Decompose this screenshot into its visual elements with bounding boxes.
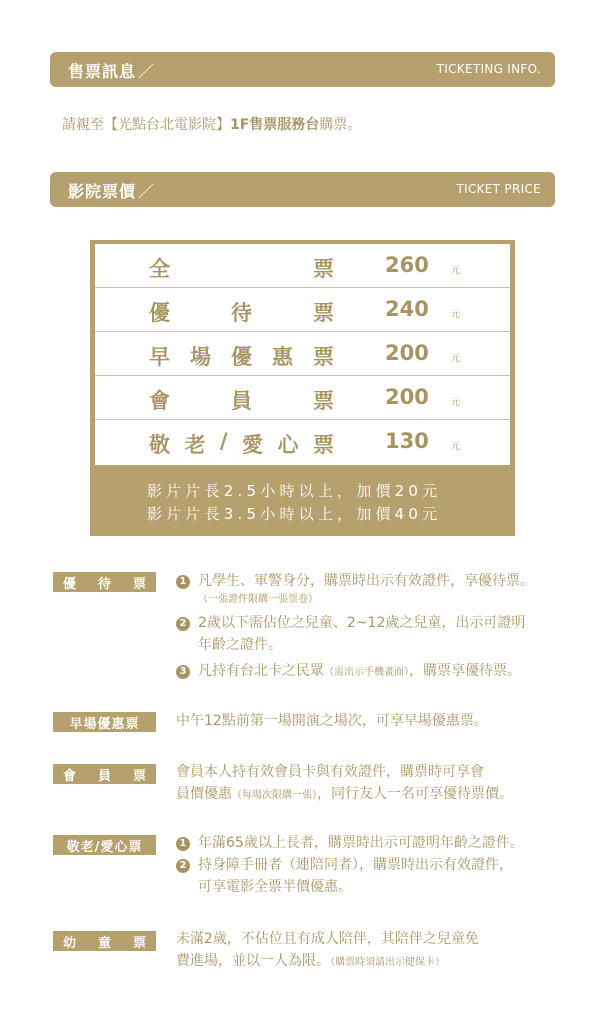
label-senior-ticket: 敬老/愛心票 xyxy=(53,835,156,855)
price-row-early xyxy=(95,332,510,376)
rule-line: 費進場，並以一人為限。（購票時須請出示健保卡） xyxy=(176,953,445,969)
price-surcharge-note: 影片片長3.5小時以上，加價40元 xyxy=(147,505,442,523)
label-child-ticket: 幼 童 票 xyxy=(53,931,156,951)
child-ticket-rules xyxy=(176,928,566,974)
price-row-discount xyxy=(95,288,510,332)
ticketing-title: 售票訊息 ／ xyxy=(68,62,156,81)
ticket-price: 200 xyxy=(385,341,429,365)
ticket-name: 全 票 xyxy=(149,257,334,281)
early-bird-rules: 中午12點前第一場開演之場次，可享早場優惠票。 xyxy=(176,713,488,729)
rule-item: 2 持身障手冊者（連陪同者），購票時出示有效證件， xyxy=(176,854,566,876)
price-unit: 元 xyxy=(451,354,461,364)
rule-line: 員價優惠（每場次限購一張），同行友人一名可享優待票價。 xyxy=(176,786,513,802)
ticket-name: 敬 老 / 愛 心 票 xyxy=(149,429,334,457)
ticket-price-en-title: TICKET PRICE xyxy=(456,182,541,196)
member-ticket-rules xyxy=(176,761,566,807)
price-unit: 元 xyxy=(451,442,461,452)
ticket-price: 240 xyxy=(385,297,429,321)
senior-ticket-rules xyxy=(176,832,566,898)
ticket-price: 130 xyxy=(385,429,429,453)
price-unit: 元 xyxy=(451,266,461,276)
label-member-ticket: 會 員 票 xyxy=(53,764,156,784)
label-discount-ticket: 優 待 票 xyxy=(53,572,156,592)
rule-item: 1 凡學生、軍警身分，購票時出示有效證件，享優待票。 xyxy=(176,570,566,592)
purchase-instruction: 請親至【光點台北電影院】1F售票服務台購票。 xyxy=(62,117,362,133)
price-unit: 元 xyxy=(451,310,461,320)
rule-line: 會員本人持有效會員卡與有效證件，購票時可享會 xyxy=(176,764,484,780)
price-unit: 元 xyxy=(451,398,461,408)
rule-continuation: 可享電影全票半價優惠。 xyxy=(198,879,352,895)
ticketing-en-title: TICKETING INFO. xyxy=(436,62,541,76)
number-badge-icon: 2 xyxy=(176,859,190,873)
ticket-name: 優 待 票 xyxy=(149,301,334,325)
rule-line: 未滿2歲，不佔位且有成人陪伴，其陪伴之兒童免 xyxy=(176,931,479,947)
ticket-price: 260 xyxy=(385,253,429,277)
ticketing-info-header xyxy=(50,52,555,87)
rule-item: 1 年滿65歲以上長者，購票時出示可證明年齡之證件。 xyxy=(176,832,566,854)
price-surcharge-note: 影片片長2.5小時以上，加價20元 xyxy=(147,482,442,500)
number-badge-icon: 3 xyxy=(176,665,190,679)
price-row-member xyxy=(95,376,510,420)
price-table xyxy=(95,244,510,465)
label-early-bird-ticket: 早場優惠票 xyxy=(53,712,156,732)
ticket-name: 早 場 優 惠 票 xyxy=(149,345,334,369)
discount-ticket-rules xyxy=(176,570,566,684)
price-box xyxy=(90,240,515,536)
ticket-name: 會 員 票 xyxy=(149,389,334,413)
ticket-price-title: 影院票價 ／ xyxy=(68,182,156,201)
ticket-price-header xyxy=(50,172,555,207)
rule-item: 3 凡持有台北卡之民眾（需出示手機畫面），購票享優待票。 xyxy=(176,660,566,684)
number-badge-icon: 1 xyxy=(176,837,190,851)
number-badge-icon: 2 xyxy=(176,617,190,631)
number-badge-icon: 1 xyxy=(176,575,190,589)
rule-item: 2 2歲以下需佔位之兒童、2~12歲之兒童，出示可證明 xyxy=(176,612,566,634)
price-row-full xyxy=(95,244,510,288)
rule-continuation: 年齡之證件。 xyxy=(198,637,282,653)
ticket-price: 200 xyxy=(385,385,429,409)
rule-subnote: （一張證件限購一張票卷） xyxy=(198,594,318,605)
price-row-senior xyxy=(95,420,510,464)
